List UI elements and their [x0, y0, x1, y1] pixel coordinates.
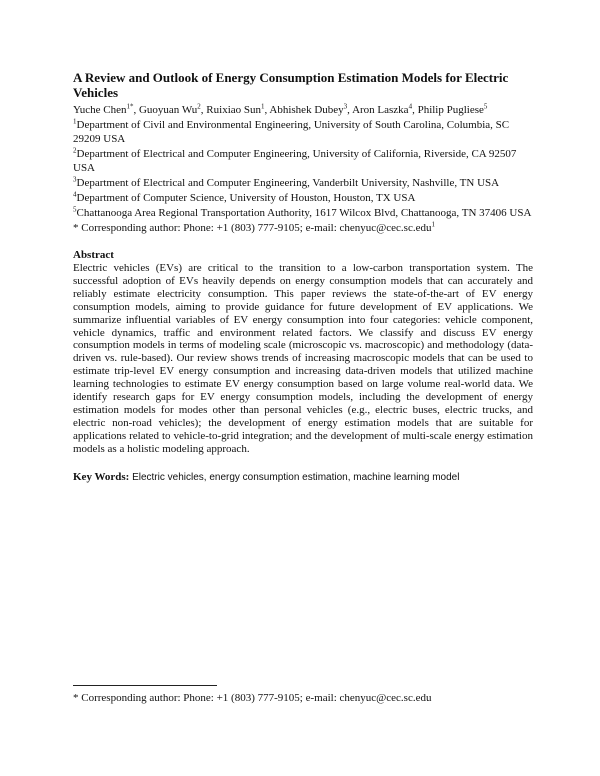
author: Ruixiao Sun$^1$,	[206, 102, 270, 116]
author: Guoyuan Wu$^2$,	[138, 102, 207, 116]
affiliation: $^1$Department of Civil and Environmental Engineering, University of South Carolina, Columbia, SC 29209 USA	[73, 117, 510, 145]
author: Yuche Chen$^{1*}$,	[73, 102, 139, 116]
affiliation: $^2$Department of Electrical and Computer Engineering, University of California, Riverside, CA 92507 USA	[73, 146, 517, 174]
footnote: * Corresponding author: Phone: +1 (803) 777-9105; e-mail: chenyuc@cec.sc.edu	[73, 692, 432, 704]
keywords-label: Key Words:	[73, 470, 130, 483]
affiliation: $^3$Department of Electrical and Computer Engineering, Vanderbilt University, Nashville, TN USA	[73, 175, 500, 189]
footnote-divider	[73, 685, 217, 686]
author: Aron Laszka$^4$,	[352, 102, 418, 116]
corresponding-author-line: * Corresponding author: Phone: +1 (803) 777-9105; e-mail: chenyuc@cec.sc.edu$^1$	[73, 220, 435, 234]
paper-title: A Review and Outlook of Energy Consumption Estimation Models for Electric Vehicles	[73, 70, 509, 100]
affiliation: $^5$Chattanooga Area Regional Transportation Authority, 1617 Wilcox Blvd, Chattanooga, TN 37406 USA	[73, 205, 532, 219]
abstract-body: Electric vehicles (EVs) are critical to the transition to a low-carbon transportation system. The successful adoption of EVs heavily depends on energy consumption models that can accurately and reliably estimate electricity consumption. This paper reviews the state-of-the-art of EV energy consumption models, aiming to provide guidance for future development of EV applications. We summarize influential variables of EV energy consumption into four categories: vehicle component, vehicle dynamics, traffic and environment related factors. We classify and discuss EV energy consumption models in terms of modeling scale (microscopic vs. macroscopic) and methodology (data-driven vs. rule-based). Our review shows trends of increasing macroscopic models that can be used to estimate trip-level EV energy consumption and increasing data-driven models that utilized machine learning technologies to estimate EV energy consumption based on large volume real-world data. We identify research gaps for EV energy consumption models, including the development of energy estimation models for modes other than personal vehicles (e.g., electric buses, electric trucks, and electric non-road vehicles); the development of energy estimation models that are suitable for applications related to vehicle-to-grid integration; and the development of multi-scale energy estimation models as a holistic modeling approach.	[73, 262, 533, 455]
keywords-line	[73, 471, 533, 484]
author-list	[73, 103, 533, 117]
affiliation: $^4$Department of Computer Science, University of Houston, Houston, TX USA	[73, 190, 416, 204]
keywords-text: Electric vehicles, energy consumption estimation, machine learning model	[132, 471, 460, 483]
author: Philip Pugliese$^5$	[417, 102, 488, 116]
author: Abhishek Dubey$^3$,	[269, 102, 353, 116]
paper-first-page	[73, 70, 533, 484]
abstract-heading: Abstract	[73, 249, 114, 261]
